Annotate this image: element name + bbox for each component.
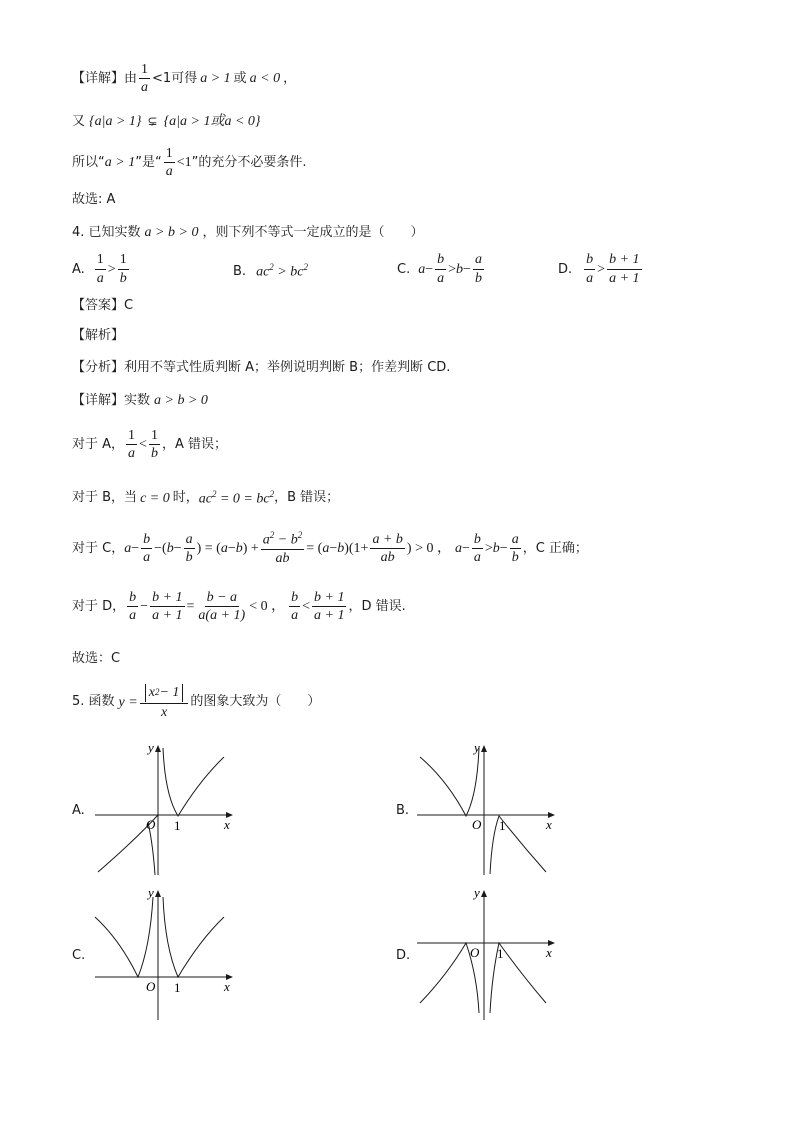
q4-stem: 4. 已知实数 a > b > 0 ，则下列不等式一定成立的是（ ） [72,224,424,240]
svg-text:x: x [546,945,552,960]
graph-c [90,885,250,1025]
fraction: $\frac{1}{a}$ [165,146,173,180]
svg-text:y: y [474,885,480,900]
svg-text:1: 1 [174,980,181,995]
graph-label-d: D. [396,948,411,963]
graph-label-c: C. [72,948,86,963]
svg-text:x: x [546,817,552,832]
q4-final: 故选：C [72,651,121,666]
graph-label-b: B. [396,803,410,818]
q4-detail: 【详解】 实数 a > b > 0 [72,392,208,408]
y-axis-label: y [148,740,154,755]
detail1-line2: 又 {a|a > 1} ⊊ {a|a > 1或a < 0} [72,113,261,129]
q4-option-a: A. $\frac{1}{a}$ > $\frac{1}{b}$ [72,252,127,286]
detail1-line3: 所以“ a > 1 ”是“ $\frac{1}{a}$ <1 ”的充分不必要条件. [72,146,307,180]
detail-tag: 【详解】 [72,70,125,86]
q4-option-c: C. a − $\frac{b}{a}$ > b − $\frac{a}{b}$ [397,252,482,286]
x-axis-label: x [224,817,230,832]
q4-fenxi: 【分析】 利用不等式性质判断 A；举例说明判断 B；作差判断 CD. [72,360,451,375]
answer-prev: 故选: A [72,192,116,207]
q4-for-a: 对于 A， $\frac{1}{a}$ < $\frac{1}{b}$ ，A 错误； [72,428,227,462]
tick-one-label: 1 [174,818,181,833]
function-fraction: x 2 − 1 x [140,684,189,720]
svg-text:O: O [470,945,480,960]
svg-text:y: y [474,740,480,755]
svg-text:O: O [146,979,156,994]
detail1-line: 【详解】 由 $\frac{1}{a}$ <1可得 a > 1 或 a < 0 ， [72,62,297,96]
svg-text:1: 1 [499,818,506,833]
graph-label-a: A. [72,803,85,818]
q4-for-b: 对于 B，当 c = 0 时， $ac^2 = 0 = bc^2$ ，B 错误； [72,489,340,507]
svg-text:O: O [472,817,482,832]
q5-stem: 5. 函数 y = x 2 − 1 x 的图象大致为（ ） [72,685,321,720]
subset-symbol: ⊊ [147,114,158,129]
q4-option-d: D. $\frac{b}{a}$ > $\frac{b + 1}{a + 1}$ [558,252,640,286]
graph-d [412,885,572,1025]
q4-for-c: 对于 C， a − $\frac{b}{a}$ −( b − $\frac{a}{b}$ ) = ( a − b ) + $\frac{a^2 - b^2}{ab}$ = ( a − b )(1+ $\frac{a + b}{ab}$ ) > 0 ， a − $\frac{b}{a}$ > b − $\frac{a}{b}$ ，C 正确； [72,530,588,567]
q4-answer: 【答案】 C [72,298,134,313]
fraction: $\frac{1}{a}$ [141,62,149,96]
q4-for-d: 对于 D， $\frac{b}{a}$ − $\frac{b + 1}{a + 1}$ = $\frac{b - a}{a(a + 1)}$ < 0 ， $\frac{b}{a}$ < $\frac{b + 1}{a + 1}$ ，D 错误. [72,590,406,624]
q4-analysis-tag: 【解析】 [72,328,125,343]
graph-a [90,740,250,880]
origin-label: O [146,817,156,832]
svg-text:1: 1 [497,946,504,961]
svg-text:x: x [224,979,230,994]
svg-text:y: y [148,885,154,900]
graph-b [412,740,572,880]
q4-option-b: B. $ac^2 > bc^2$ [233,262,308,280]
